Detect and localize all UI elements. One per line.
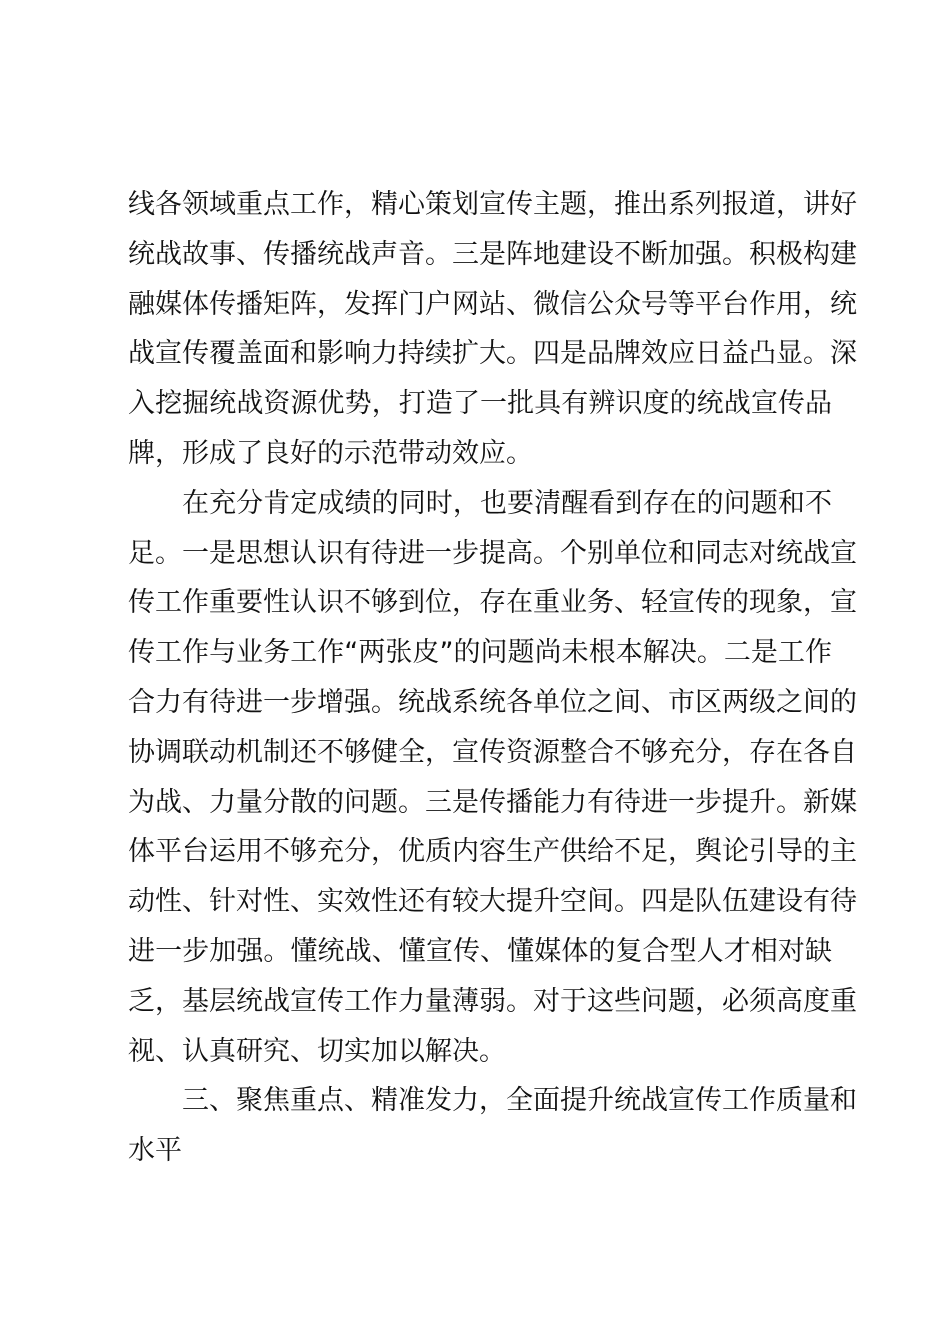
- text-line: 统战故事、传播统战声音。三是阵地建设不断加强。积极构建: [128, 238, 857, 270]
- text-line: 传工作重要性认识不够到位，存在重业务、轻宣传的现象，宣: [128, 587, 857, 619]
- text-line: 入挖掘统战资源优势，打造了一批具有辨识度的统战宣传品: [128, 388, 832, 420]
- text-line: 乏，基层统战宣传工作力量薄弱。对于这些问题，必须高度重: [128, 985, 857, 1017]
- text-line: 传工作与业务工作“两张皮”的问题尚未根本解决。二是工作: [128, 637, 832, 669]
- text-line: 线各领域重点工作，精心策划宣传主题，推出系列报道，讲好: [128, 189, 857, 220]
- document-page: [128, 180, 857, 1176]
- paragraph-achievements: [128, 180, 857, 479]
- text-line: 动性、针对性、实效性还有较大提升空间。四是队伍建设有待: [128, 886, 857, 918]
- text-line: 为战、力量分散的问题。三是传播能力有待进一步提升。新媒: [128, 786, 857, 818]
- text-line: 在充分肯定成绩的同时，也要清醒看到存在的问题和不: [182, 487, 832, 519]
- text-line: 足。一是思想认识有待进一步提高。个别单位和同志对统战宣: [128, 537, 857, 569]
- paragraph-problems: [128, 479, 857, 1077]
- text-line: 视、认真研究、切实加以解决。: [128, 1035, 506, 1067]
- text-line: 体平台运用不够充分，优质内容生产供给不足，舆论引导的主: [128, 836, 857, 868]
- text-line: 战宣传覆盖面和影响力持续扩大。四是品牌效应日益凸显。深: [128, 338, 857, 370]
- text-line: 合力有待进一步增强。统战系统各单位之间、市区两级之间的: [128, 686, 857, 718]
- heading-line: 水平: [128, 1135, 182, 1167]
- text-line: 融媒体传播矩阵，发挥门户网站、微信公众号等平台作用，统: [128, 288, 857, 320]
- section-heading: [128, 1076, 857, 1176]
- text-line: 牌，形成了良好的示范带动效应。: [128, 437, 533, 469]
- text-line: 进一步加强。懂统战、懂宣传、懂媒体的复合型人才相对缺: [128, 935, 832, 967]
- text-line: 协调联动机制还不够健全，宣传资源整合不够充分，存在各自: [128, 736, 857, 768]
- heading-line: 三、聚焦重点、精准发力，全面提升统战宣传工作质量和: [182, 1085, 857, 1117]
